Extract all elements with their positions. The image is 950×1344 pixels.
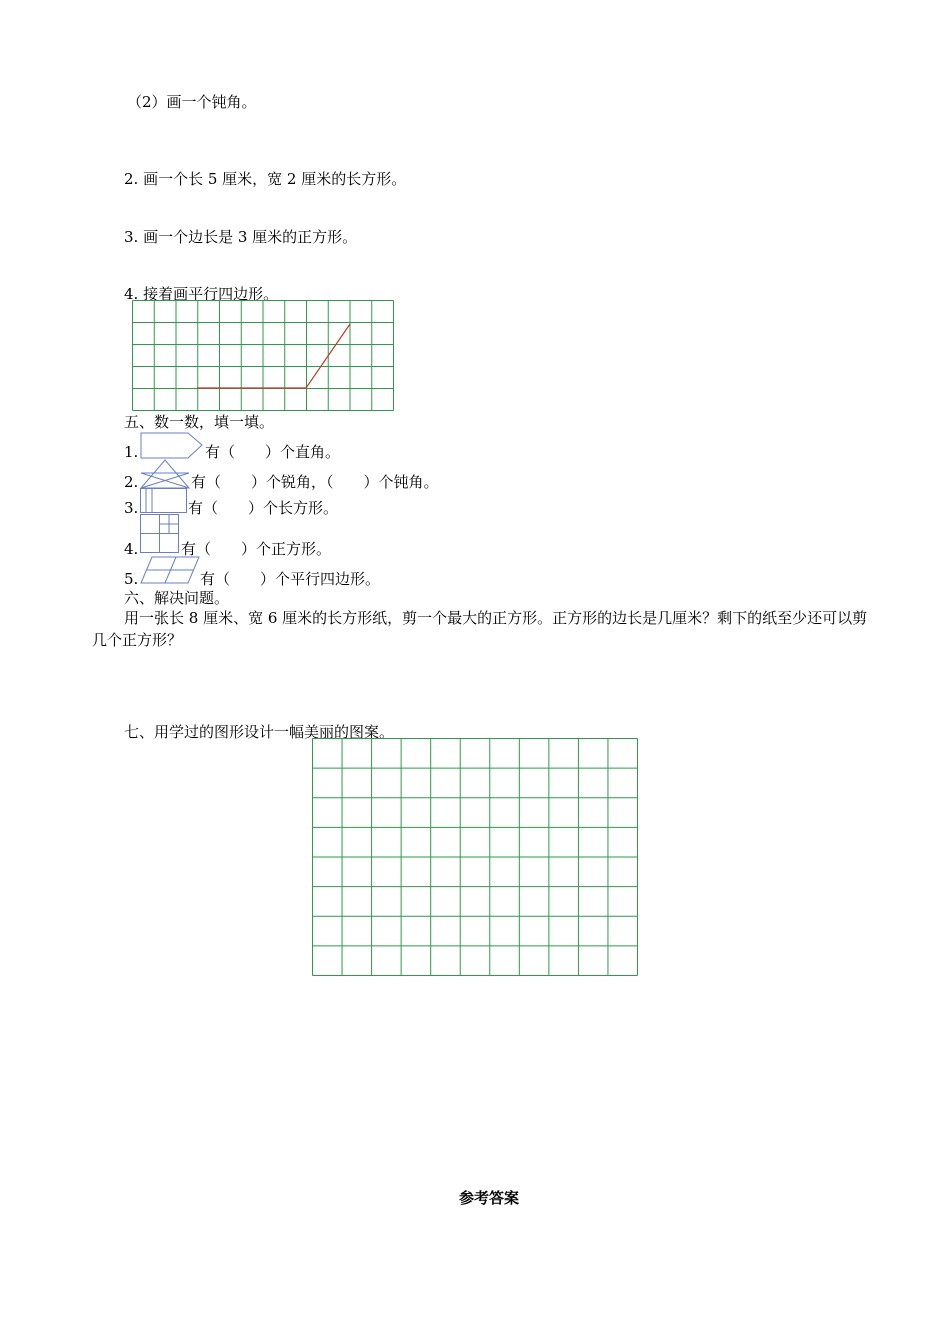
q2-text: 2. 画一个长 5 厘米，宽 2 厘米的长方形。 [124, 170, 407, 188]
squares-figure [140, 514, 180, 554]
s5-item2-text: 有（ ）个锐角，（ ）个钝角。 [191, 473, 439, 491]
triangle-figure [140, 459, 190, 489]
section7-title: 七、用学过的图形设计一幅美丽的图案。 [124, 723, 395, 741]
answers-title: 参考答案 [459, 1189, 520, 1207]
section6-title: 六、解决问题。 [124, 589, 230, 607]
s5-item5-text: 有（ ）个平行四边形。 [200, 570, 381, 588]
q4-text: 4. 接着画平行四边形。 [124, 285, 279, 303]
s5-item2-num: 2. [124, 473, 139, 491]
s5-item3-text: 有（ ）个长方形。 [188, 499, 339, 517]
design-grid[interactable] [312, 738, 639, 978]
s5-item4-num: 4. [124, 540, 139, 558]
section5-title: 五、数一数，填一填。 [124, 413, 275, 431]
s5-item1-text: 有（ ）个直角。 [205, 443, 341, 461]
rectangles-figure [140, 488, 188, 514]
parallelograms-figure [140, 556, 200, 584]
q1-2-text: （2）画一个钝角。 [127, 93, 257, 111]
pentagon-figure [140, 432, 204, 459]
parallelogram-grid[interactable] [132, 300, 394, 411]
s5-item1-num: 1. [124, 443, 139, 461]
s5-item5-num: 5. [124, 570, 139, 588]
q3-text: 3. 画一个边长是 3 厘米的正方形。 [124, 228, 358, 246]
s5-item3-num: 3. [124, 499, 139, 517]
s5-item4-text: 有（ ）个正方形。 [181, 540, 332, 558]
section6-problem: 用一张长 8 厘米、宽 6 厘米的长方形纸，剪一个最大的正方形。正方形的边长是几厘米？剩下的纸至少还可以剪几个正方形？ [92, 609, 868, 649]
